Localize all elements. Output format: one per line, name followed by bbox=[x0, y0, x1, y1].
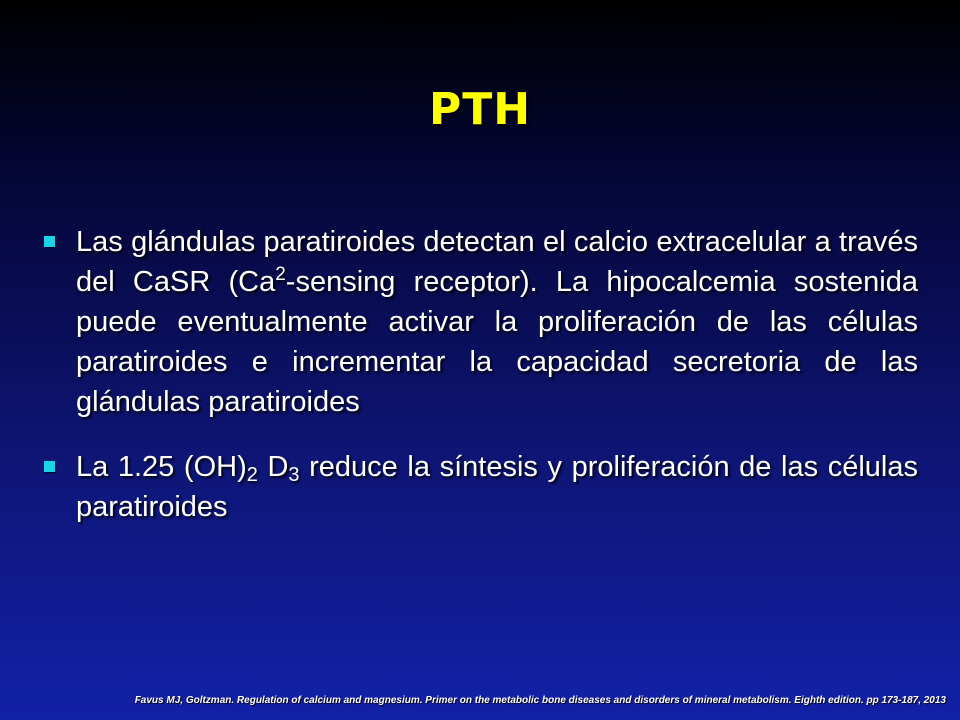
bullet-item-casr bbox=[40, 222, 918, 422]
square-bullet-icon bbox=[44, 461, 55, 472]
superscript: 2 bbox=[275, 264, 286, 285]
square-bullet-icon bbox=[44, 236, 55, 247]
bullet-item-vitamin-d bbox=[40, 447, 918, 527]
bullet-list bbox=[40, 222, 918, 527]
bullet-text-part: D bbox=[257, 451, 289, 483]
bullet-text-part: Las glándulas paratiroides detectan el calcio extracelular a través del CaSR (Ca bbox=[76, 226, 918, 298]
subscript: 2 bbox=[246, 464, 258, 486]
slide-title: PTH bbox=[428, 84, 532, 135]
bullet-text-part: La 1.25 (OH) bbox=[76, 451, 247, 483]
bullet-text-part: -sensing receptor). La hipocalcemia sostenida puede eventualmente activar la proliferación de las células paratiroides e incrementar la capacidad secretoria de las glándulas paratiroides bbox=[76, 266, 918, 418]
bullet-text-part: reduce la síntesis y proliferación de las células paratiroides bbox=[76, 451, 918, 523]
citation-footnote: Favus MJ, Goltzman. Regulation of calcium and magnesium. Primer on the metabolic bone diseases and disorders of mineral metabolism. Eighth edition. pp 173-187, 2013 bbox=[134, 695, 946, 706]
subscript: 3 bbox=[288, 464, 300, 486]
